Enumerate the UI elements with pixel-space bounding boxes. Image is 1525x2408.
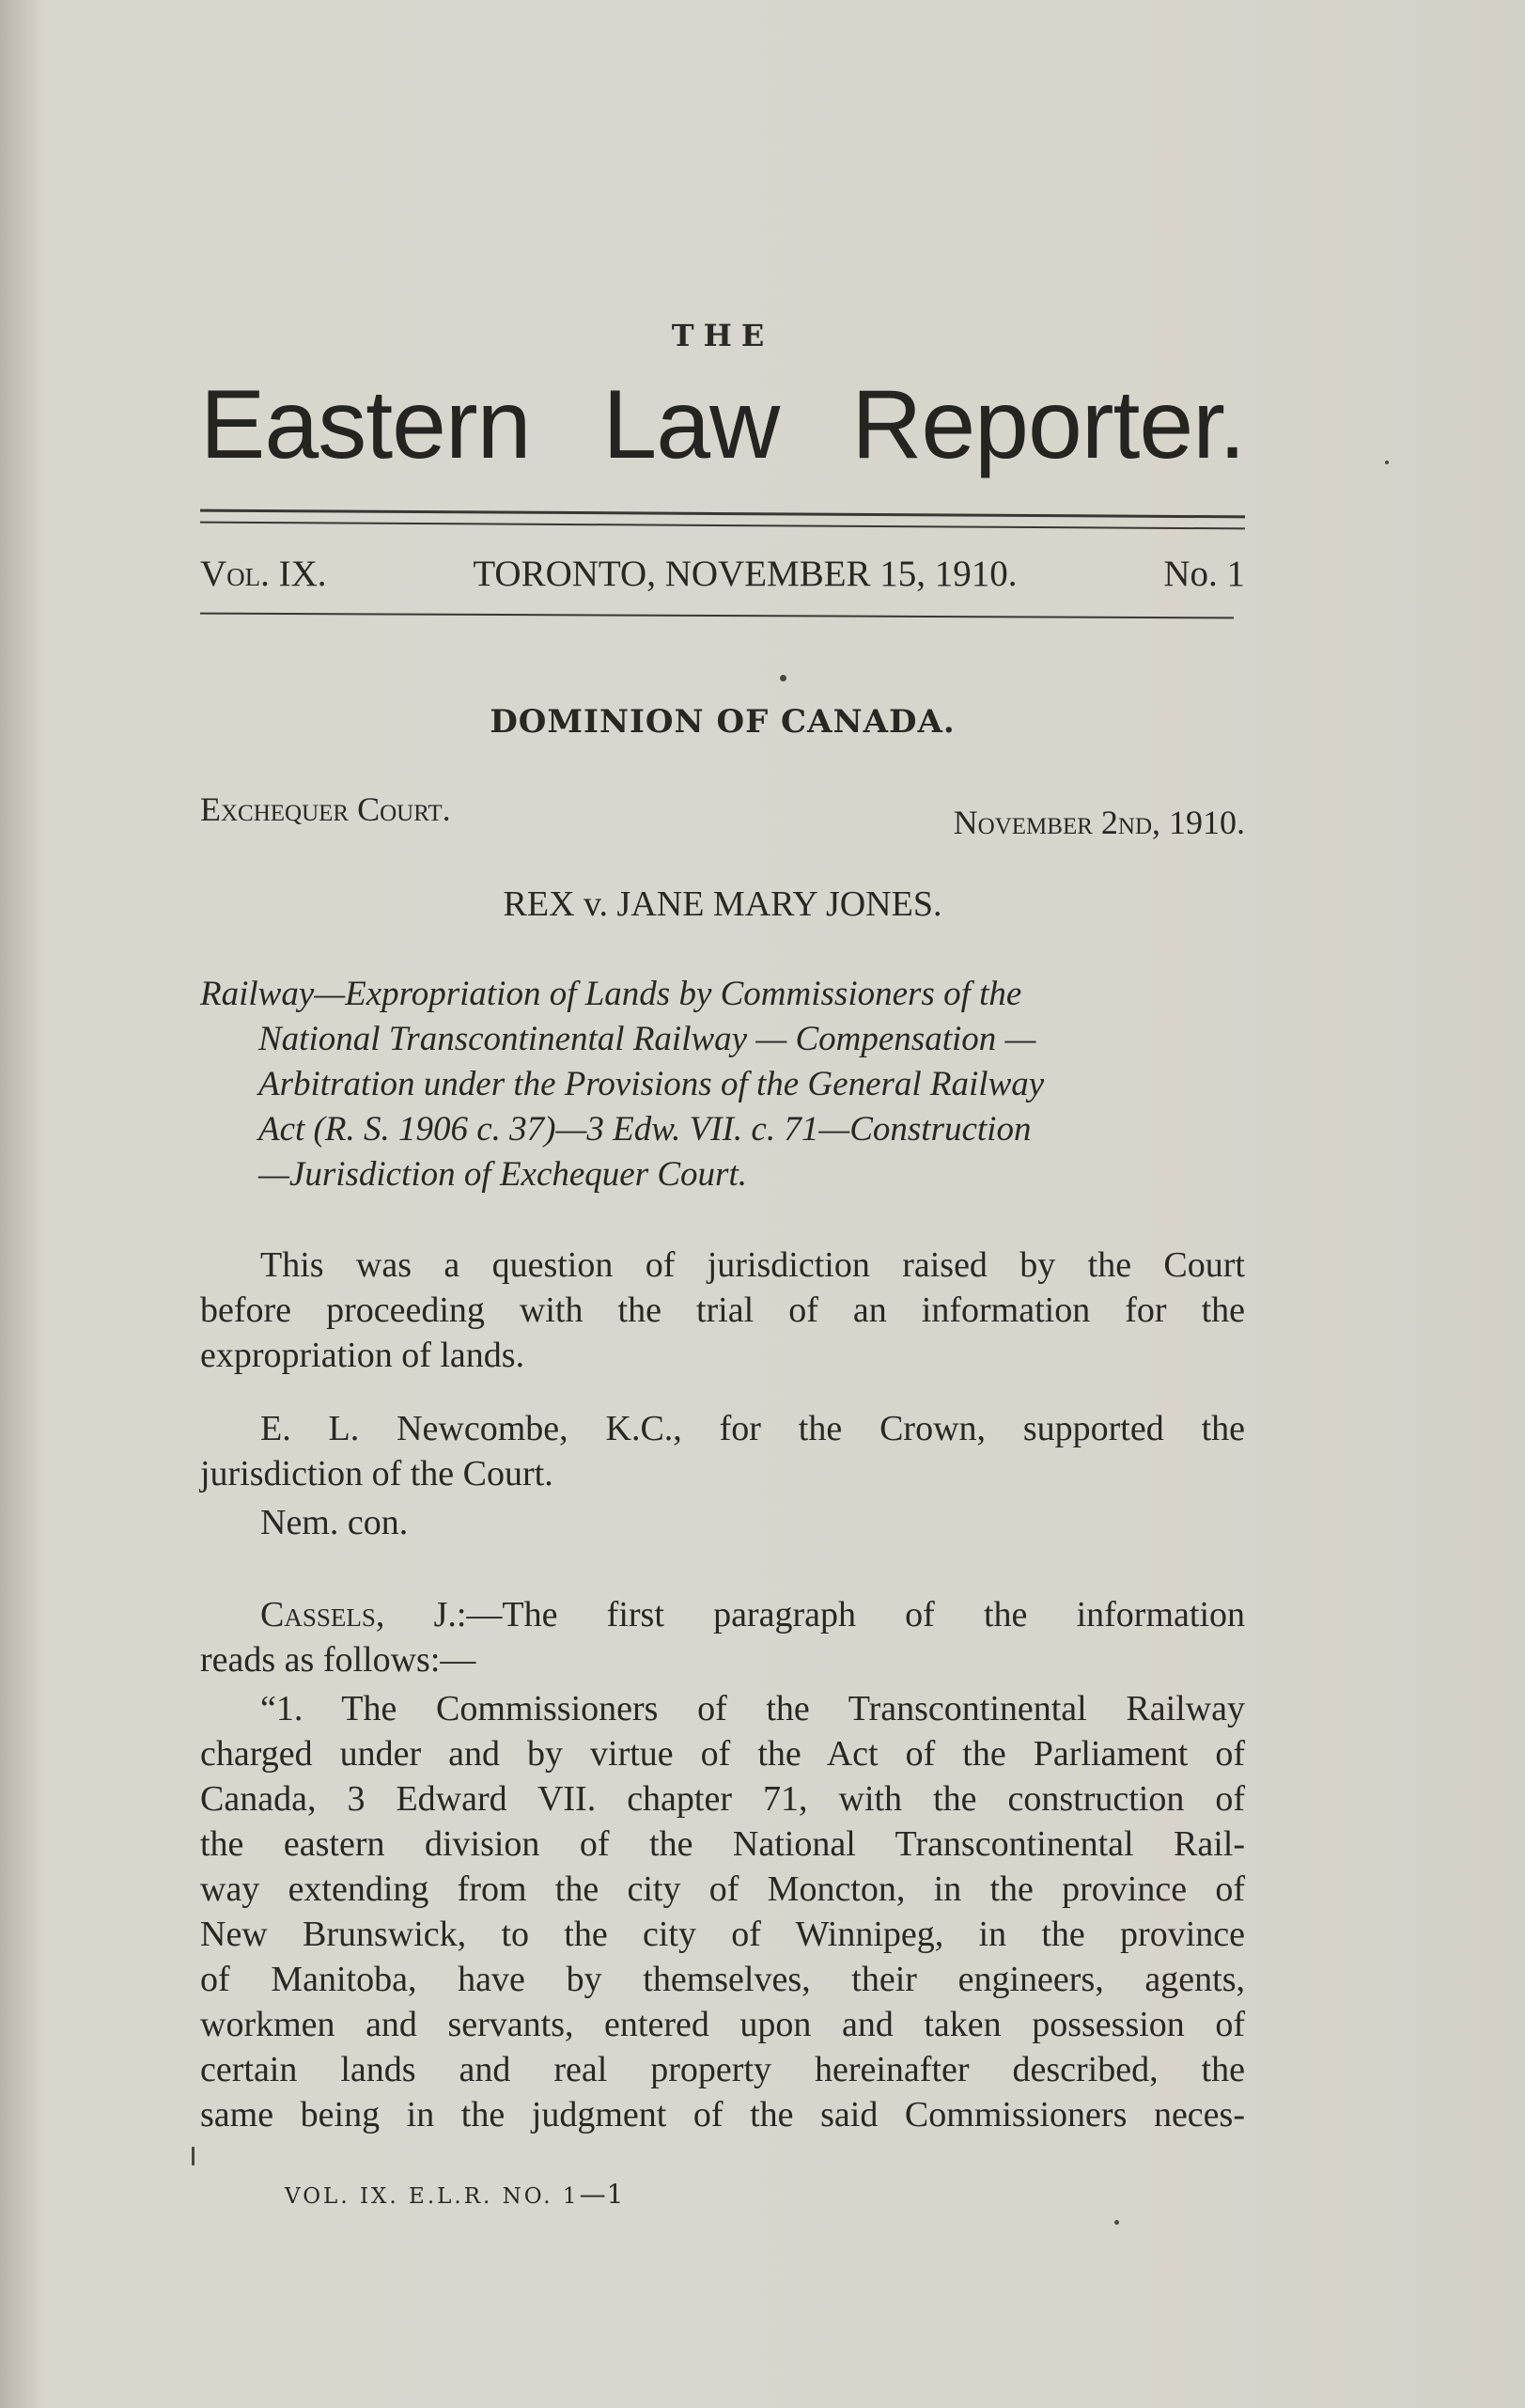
text-line: E. L. Newcombe, K.C., for the Crown, supported the: [260, 1409, 1245, 1448]
text-line: jurisdiction of the Court.: [200, 1454, 553, 1493]
volume-number: Vol. IX.: [200, 554, 327, 594]
text-line: expropriation of lands.: [200, 1336, 525, 1375]
issue-rule: [200, 613, 1234, 619]
text-line: same being in the judgment of the said Commissioners neces-: [200, 2095, 1245, 2134]
text-line: “1. The Commissioners of the Transcontinental Railway: [260, 1689, 1245, 1728]
court-line: [200, 790, 1245, 842]
section-heading: DOMINION OF CANADA.: [490, 703, 956, 741]
page-number: —1: [579, 2179, 625, 2210]
headnote: [200, 972, 1245, 1197]
page-footer: [285, 2179, 624, 2210]
text-line: Canada, 3 Edward VII. chapter 71, with the construction of: [200, 1779, 1245, 1819]
ink-speck: [780, 675, 786, 681]
text-line: charged under and by virtue of the Act of the Parliament of: [200, 1734, 1245, 1774]
headnote-line: National Transcontinental Railway — Compensation —: [258, 1020, 1036, 1058]
headnote-line: Railway—Expropriation of Lands by Commissioners of the: [200, 975, 1022, 1013]
masthead-word: Eastern: [200, 370, 531, 479]
binding-edge: [0, 0, 39, 2408]
text-line: way extending from the city of Moncton, in the province of: [200, 1869, 1245, 1909]
paragraph-judgment: [200, 1592, 1245, 1682]
ink-speck: [192, 2147, 195, 2166]
paragraph-quotation: [200, 1686, 1245, 2137]
paragraph-counsel: [200, 1406, 1245, 1496]
text-line: Nem. con.: [260, 1503, 409, 1542]
paragraph-nem-con: [200, 1500, 1245, 1545]
headnote-line: Arbitration under the Provisions of the General Railway: [258, 1065, 1045, 1103]
text-line: reads as follows:—: [200, 1640, 476, 1680]
issue-line: [200, 553, 1245, 595]
text-line: This was a question of jurisdiction raised by the Court: [260, 1245, 1245, 1285]
text-line: workmen and servants, entered upon and taken possession of: [200, 2005, 1245, 2044]
headnote-line: —Jurisdiction of Exchequer Court.: [258, 1155, 747, 1194]
masthead-word: Reporter.: [851, 370, 1245, 479]
headnote-line: Act (R. S. 1906 c. 37)—3 Edw. VII. c. 71—Construction: [258, 1110, 1032, 1149]
court-date: November 2nd, 1910.: [953, 804, 1245, 841]
paragraph-question: [200, 1243, 1245, 1378]
masthead-title: [200, 370, 1245, 479]
text-line: certain lands and real property hereinafter described, the: [200, 2050, 1245, 2089]
issue-number: No. 1: [1163, 554, 1245, 594]
text-line: New Brunswick, to the city of Winnipeg, in the province: [200, 1915, 1245, 1954]
text-line: the eastern division of the National Transcontinental Rail-: [200, 1824, 1245, 1864]
issue-place-date: TORONTO, NOVEMBER 15, 1910.: [473, 554, 1018, 594]
text-line: of Manitoba, have by themselves, their engineers, agents,: [200, 1960, 1245, 1999]
court-name: Exchequer Court.: [200, 790, 451, 828]
text-line: before proceeding with the trial of an information for the: [200, 1290, 1245, 1330]
ink-speck: [1114, 2220, 1119, 2225]
case-title: REX v. JANE MARY JONES.: [503, 884, 942, 924]
judge-name: Cassels: [260, 1595, 376, 1634]
masthead-the: THE: [671, 318, 774, 353]
masthead-word: Law: [602, 370, 780, 479]
masthead-double-rule: [200, 509, 1245, 530]
signature-mark: VOL. IX. E.L.R. NO. 1: [285, 2184, 580, 2209]
text-line: Cassels, J.:—The first paragraph of the information: [260, 1595, 1245, 1634]
ink-speck: [1385, 461, 1389, 464]
